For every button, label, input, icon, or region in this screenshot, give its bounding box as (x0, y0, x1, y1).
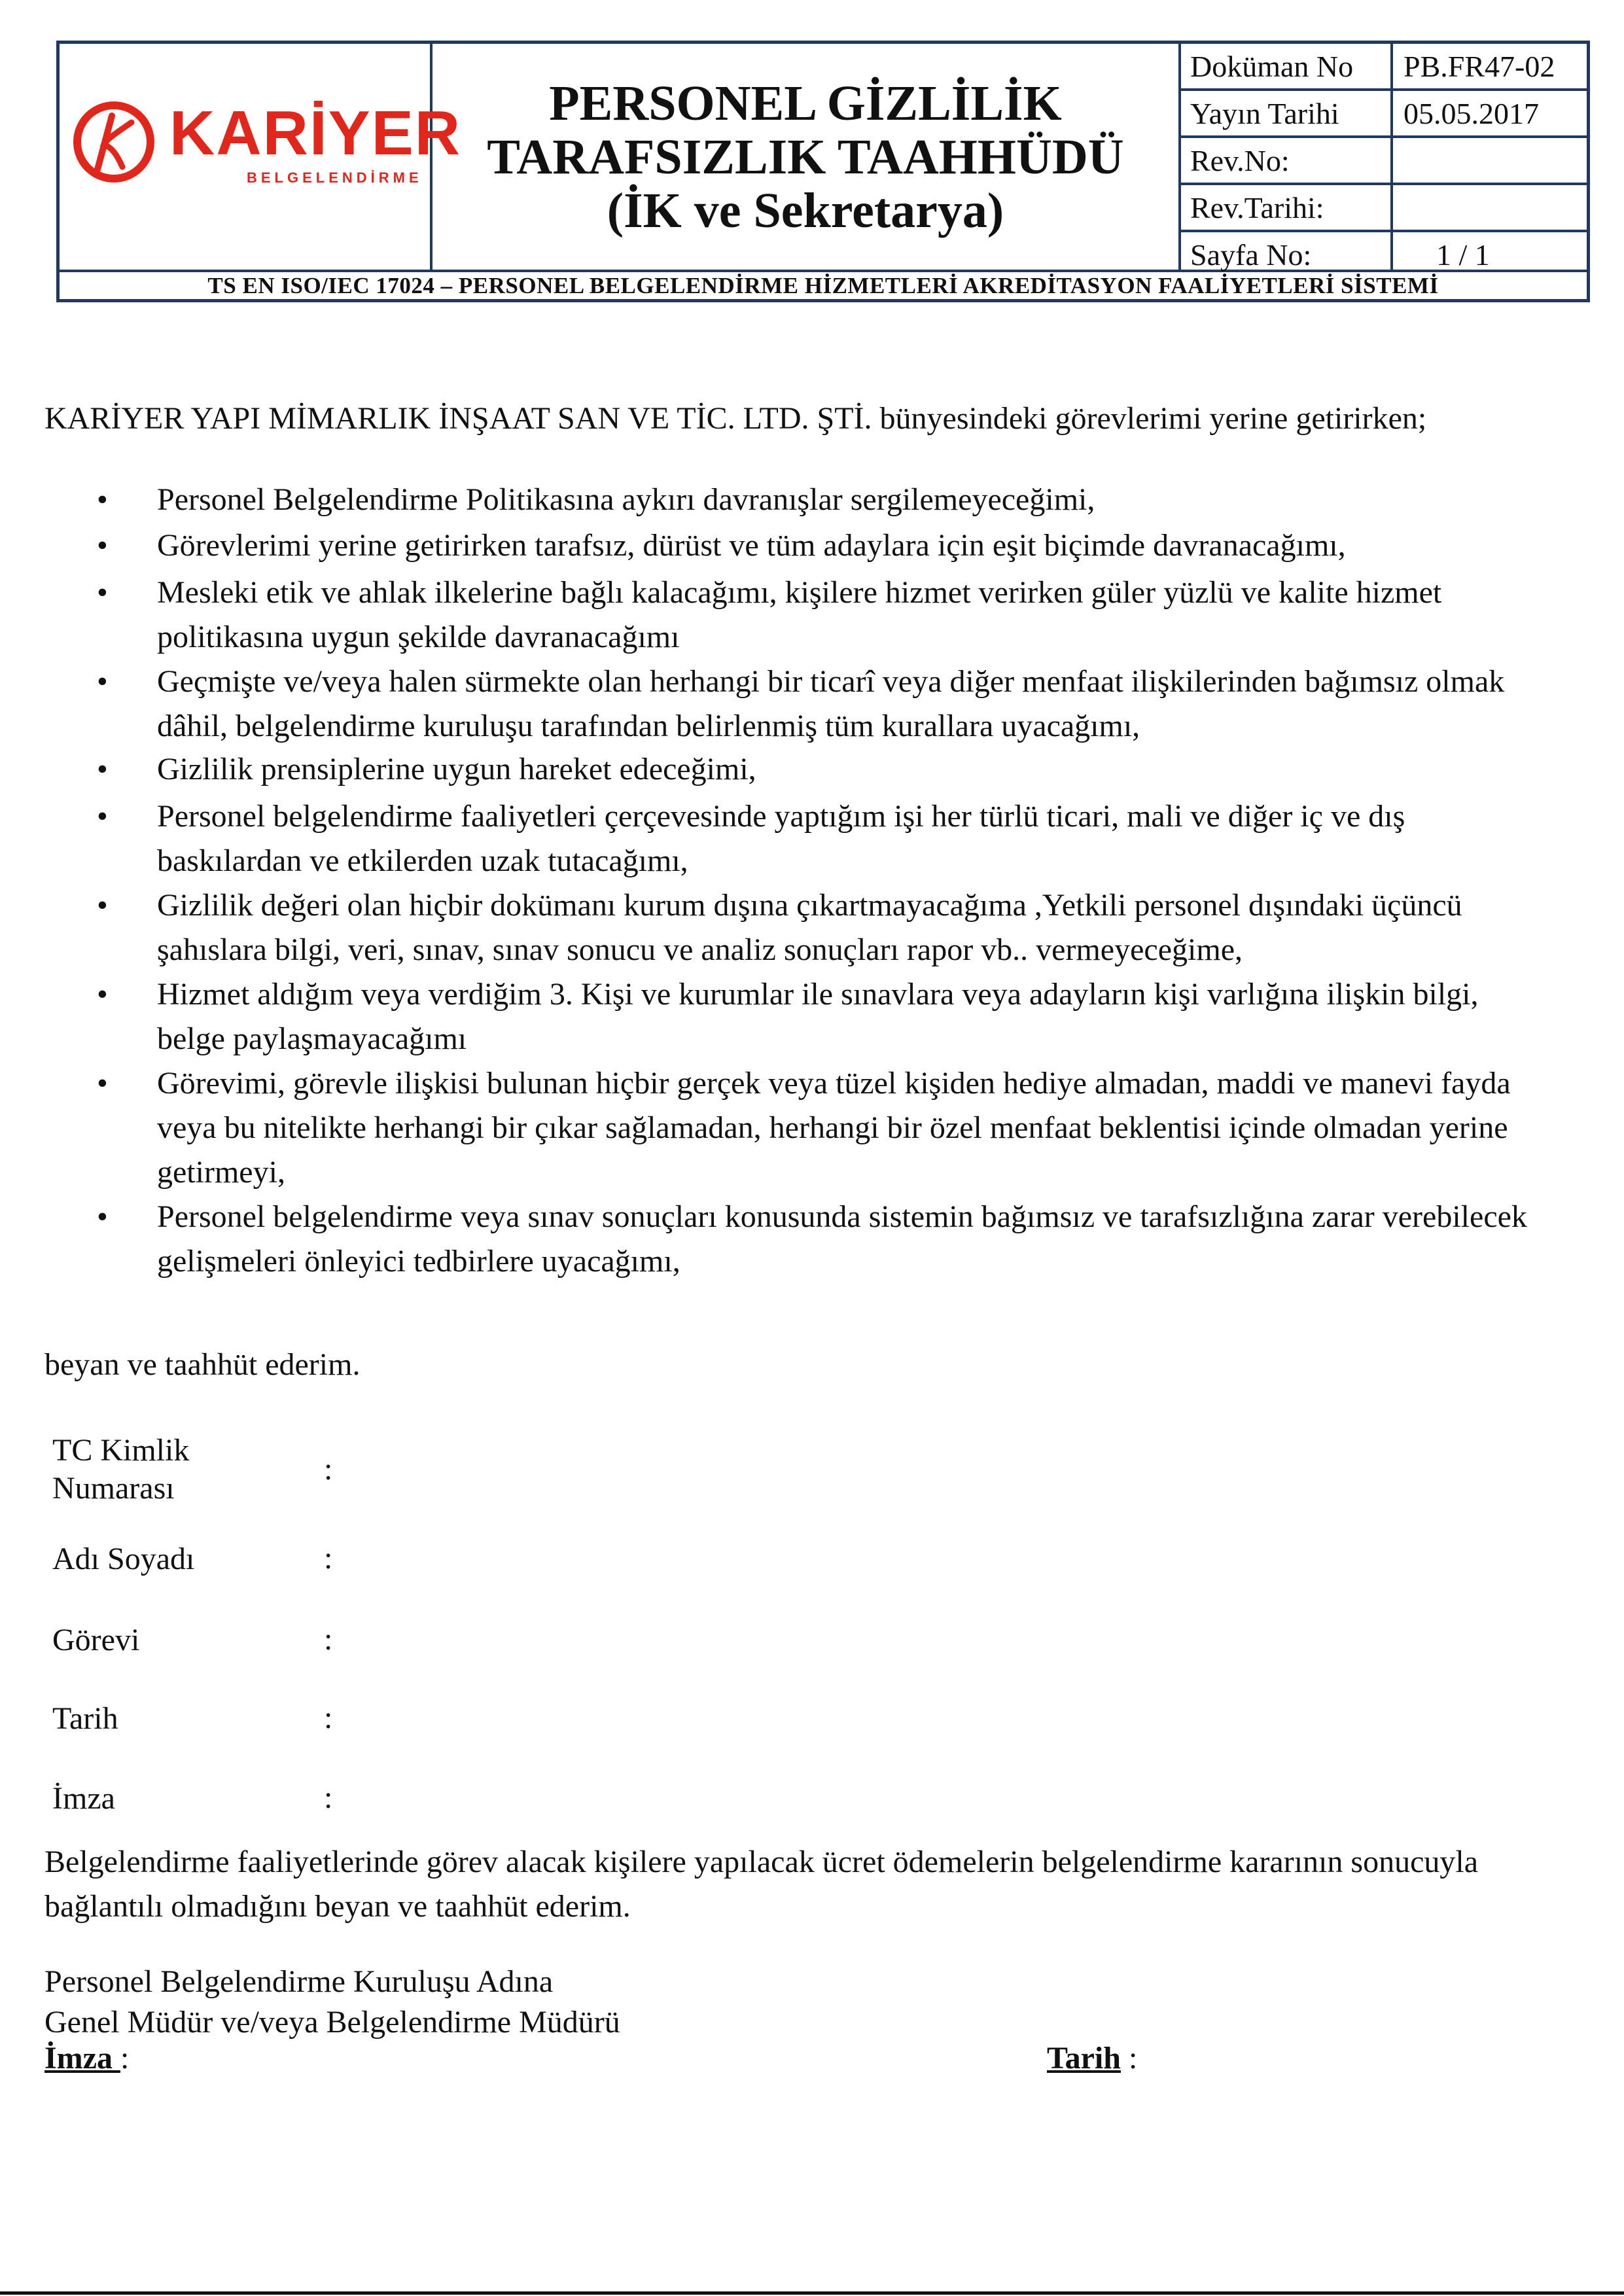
logo-word: KARİYER (169, 98, 462, 168)
bullet-icon: • (97, 977, 108, 1012)
signature-block (44, 1962, 620, 2043)
title-line-2: TARAFSIZLIK TAAHHÜDÜ (487, 129, 1124, 185)
form-label-gorevi (52, 1621, 139, 1659)
meta-row-page-no (1181, 232, 1587, 270)
meta-row-rev-no (1181, 138, 1587, 185)
document-header (56, 41, 1590, 302)
title-line-3: (İK ve Sekretarya) (607, 183, 1004, 238)
bullet-icon: • (97, 1066, 108, 1101)
bullet-icon: • (97, 1199, 108, 1234)
meta-label: Rev.Tarihi: (1190, 191, 1324, 224)
meta-divider (1390, 232, 1393, 270)
fee-declaration: Belgelendirme faaliyetlerinde görev alacak kişilere yapılacak ücret ödemelerin belgelendirme kararının sonucuyla bağlantılı olmadığını beyan ve taahhüt ederim. (44, 1845, 1479, 1924)
meta-label: Sayfa No: (1190, 238, 1312, 272)
closing-statement: beyan ve taahhüt ederim. (44, 1347, 361, 1382)
list-item-text: Hizmet aldığım veya verdiğim 3. Kişi ve kurumlar ile sınavlara veya adayların kişi varlığına ilişkin bilgi, belge paylaşmayacağımı (157, 977, 1479, 1056)
bullet-icon: • (97, 575, 108, 610)
meta-value: 1 / 1 (1436, 238, 1490, 272)
form-colon: : (324, 1701, 333, 1735)
list-item-text: Personel Belgelendirme Politikasına aykırı davranışlar sergilemeyeceğimi, (157, 482, 1095, 517)
meta-divider (1390, 138, 1393, 183)
meta-divider (1390, 91, 1393, 135)
list-item (97, 747, 1544, 792)
bullet-icon: • (97, 482, 108, 517)
form-label-line: Numarası (52, 1471, 175, 1506)
intro-text: KARİYER YAPI MİMARLIK İNŞAAT SAN VE TİC. LTD. ŞTİ. bünyesindeki görevlerimi yerine getirirken; (44, 401, 1427, 436)
list-item-text: Gizlilik değeri olan hiçbir dokümanı kurum dışına çıkartmayacağıma ,Yetkili personel dışındaki üçüncü şahıslara bilgi, veri, sınav, sınav sonucu ve analiz sonuçları rapor vb.. vermeyeceğime, (157, 888, 1462, 967)
list-item (97, 1061, 1544, 1195)
meta-row-doc-no (1181, 44, 1587, 91)
list-item (97, 883, 1544, 972)
list-item-text: Geçmişte ve/veya halen sürmekte olan herhangi bir ticarî veya diğer menfaat ilişkilerinden bağımsız olmak dâhil, belgelendirme kuruluşu tarafından belirlenmiş tüm kurallara uyacağımı, (157, 664, 1505, 743)
signature-tarih (1047, 2040, 1137, 2076)
form-colon: : (324, 1541, 333, 1576)
kariyer-logo (71, 90, 462, 221)
logo-subtitle: BELGELENDİRME (247, 169, 423, 186)
form-label-adi-soyadi (52, 1540, 194, 1578)
list-item-text: Gizlilik prensiplerine uygun hareket edeceğimi, (157, 752, 756, 786)
signature-imza (44, 2040, 129, 2076)
logo-cell (60, 44, 462, 270)
list-item-text: Görevimi, görevle ilişkisi bulunan hiçbir gerçek veya tüzel kişiden hediye almadan, maddi ve manevi fayda veya bu nitelikte herhangi bir çıkar sağlamadan, herhangi bir özel menfaat beklentisi içinde olmadan yerine getirmeyi, (157, 1066, 1511, 1190)
list-item-text: Görevlerimi yerine getirirken tarafsız, dürüst ve tüm adaylara için eşit biçimde davranacağımı, (157, 528, 1346, 563)
list-item (97, 794, 1544, 883)
form-colon: : (324, 1780, 333, 1815)
imza-label: İmza (44, 2041, 120, 2075)
signature-line-2: Genel Müdür ve/veya Belgelendirme Müdürü (44, 2005, 620, 2040)
list-item-text: Mesleki etik ve ahlak ilkelerine bağlı kalacağımı, kişilere hizmet verirken güler yüzlü ve kalite hizmet politikasına uygun şekilde davranacağımı (157, 575, 1442, 654)
list-item (97, 478, 1544, 522)
meta-label: Doküman No (1190, 50, 1354, 83)
list-item (97, 1195, 1544, 1284)
list-item (97, 660, 1544, 749)
form-label-tc-kimlik (52, 1432, 189, 1508)
form-label-imza (52, 1780, 115, 1818)
meta-value: 05.05.2017 (1403, 97, 1539, 130)
meta-value: PB.FR47-02 (1403, 50, 1555, 83)
standard-line: TS EN ISO/IEC 17024 – PERSONEL BELGELENDİRME HİZMETLERİ AKREDİTASYON FAALİYETLERİ SİSTEMİ (207, 273, 1439, 298)
bullet-icon: • (97, 528, 108, 563)
form-label-line: Görevi (52, 1623, 140, 1657)
bullet-icon: • (97, 664, 108, 699)
form-colon: : (324, 1622, 333, 1657)
form-label-line: Tarih (52, 1701, 118, 1736)
form-label-line: TC Kimlik (52, 1433, 190, 1468)
meta-divider (1390, 185, 1393, 230)
header-grid (60, 44, 1587, 272)
form-label-line: Adı Soyadı (52, 1542, 195, 1576)
list-item (97, 571, 1544, 660)
list-item (97, 972, 1544, 1061)
title-line-1: PERSONEL GİZLİLİK (549, 75, 1062, 131)
tarih-colon: : (1128, 2041, 1138, 2075)
bottom-rule (0, 2291, 1624, 2295)
list-item (97, 523, 1544, 568)
form-label-line: İmza (52, 1781, 115, 1816)
list-item-text: Personel belgelendirme veya sınav sonuçları konusunda sistemin bağımsız ve tarafsızlığına zarar verebilecek gelişmeleri önleyici tedbirlere uyacağımı, (157, 1199, 1527, 1279)
bullet-icon: • (97, 799, 108, 834)
meta-label: Yayın Tarihi (1190, 97, 1339, 130)
form-colon: : (324, 1452, 333, 1487)
tarih-label: Tarih (1047, 2041, 1121, 2075)
form-label-tarih (52, 1700, 118, 1738)
meta-row-publish-date (1181, 91, 1587, 138)
imza-colon: : (120, 2041, 130, 2075)
bullet-icon: • (97, 888, 108, 923)
bullet-icon: • (97, 752, 108, 786)
meta-label: Rev.No: (1190, 144, 1290, 177)
document-meta-table (1181, 44, 1587, 270)
signature-line-1: Personel Belgelendirme Kuruluşu Adına (44, 1964, 554, 1999)
k-circle-logo-icon (71, 96, 156, 188)
meta-divider (1390, 44, 1393, 88)
list-item-text: Personel belgelendirme faaliyetleri çerçevesinde yaptığım işi her türlü ticari, mali ve diğer iç ve dış baskılardan ve etkilerden uzak tutacağımı, (157, 799, 1405, 878)
title-cell (432, 44, 1181, 270)
meta-row-rev-date (1181, 185, 1587, 232)
